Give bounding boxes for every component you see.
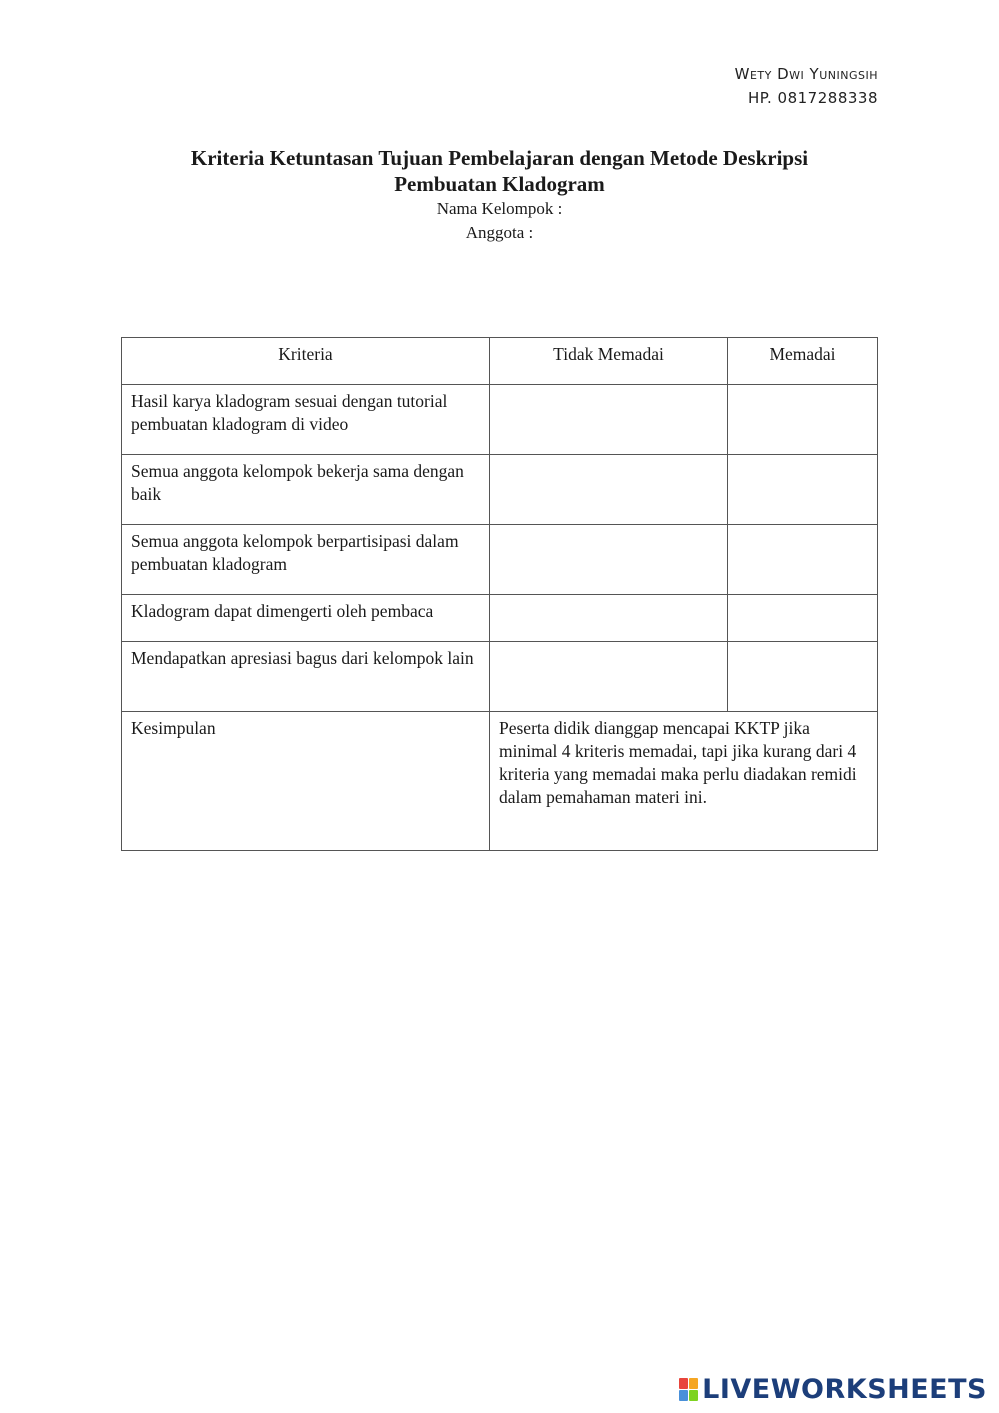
title-block (0, 145, 999, 245)
author-phone: HP. 0817288338 (748, 89, 878, 107)
table-row (122, 642, 878, 712)
author-block (735, 62, 878, 110)
table-row (122, 595, 878, 642)
document-title-line1: Kriteria Ketuntasan Tujuan Pembelajaran dengan Metode Deskripsi (190, 146, 809, 170)
column-header-memadai: Memadai (728, 338, 878, 385)
document-title-line2: Pembuatan Kladogram (394, 172, 605, 196)
criteria-cell: Hasil karya kladogram sesuai dengan tutorial pembuatan kladogram di video (122, 385, 490, 455)
criteria-cell: Semua anggota kelompok berpartisipasi dalam pembuatan kladogram (122, 525, 490, 595)
liveworksheets-logo (679, 1371, 987, 1407)
memadai-cell[interactable] (728, 455, 878, 525)
criteria-cell: Kladogram dapat dimengerti oleh pembaca (122, 595, 490, 642)
column-header-kriteria: Kriteria (122, 338, 490, 385)
memadai-cell[interactable] (728, 525, 878, 595)
table-row (122, 525, 878, 595)
members-label: Anggota : (465, 223, 534, 242)
logo-square-1 (679, 1378, 688, 1389)
conclusion-text: Peserta didik dianggap mencapai KKTP jika minimal 4 kriteris memadai, tapi jika kurang dari 4 kriteria yang memadai maka perlu diadakan remidi dalam pemahaman materi ini. (490, 712, 878, 851)
tidak-memadai-cell[interactable] (490, 455, 728, 525)
tidak-memadai-cell[interactable] (490, 525, 728, 595)
conclusion-label: Kesimpulan (122, 712, 490, 851)
table-header-row (122, 338, 878, 385)
memadai-cell[interactable] (728, 385, 878, 455)
tidak-memadai-cell[interactable] (490, 385, 728, 455)
tidak-memadai-cell[interactable] (490, 595, 728, 642)
memadai-cell[interactable] (728, 642, 878, 712)
criteria-cell: Mendapatkan apresiasi bagus dari kelompok lain (122, 642, 490, 712)
criteria-cell: Semua anggota kelompok bekerja sama dengan baik (122, 455, 490, 525)
table-row (122, 385, 878, 455)
logo-square-2 (689, 1378, 698, 1389)
column-header-tidak-memadai: Tidak Memadai (490, 338, 728, 385)
liveworksheets-logo-text: LIVEWORKSHEETS (702, 1373, 987, 1405)
criteria-table (121, 337, 878, 851)
memadai-cell[interactable] (728, 595, 878, 642)
group-name-label: Nama Kelompok : (436, 199, 563, 218)
logo-square-3 (679, 1390, 688, 1401)
conclusion-row (122, 712, 878, 851)
tidak-memadai-cell[interactable] (490, 642, 728, 712)
author-name: Wety Dwi Yuningsih (734, 65, 878, 83)
logo-square-4 (689, 1390, 698, 1401)
liveworksheets-logo-icon (679, 1378, 698, 1401)
table-row (122, 455, 878, 525)
